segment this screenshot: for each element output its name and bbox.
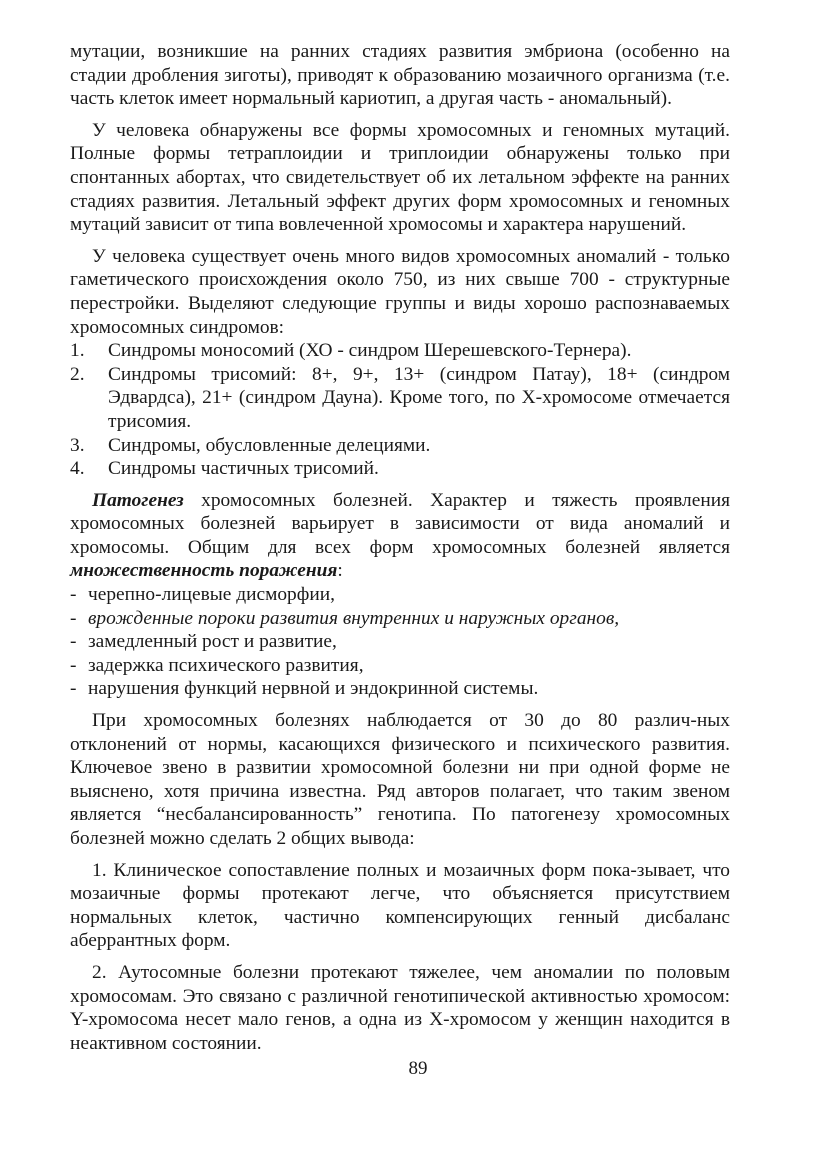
paragraph-continuation: мутации, возникшие на ранних стадиях развития эмбриона (особенно на стадии дробления зиготы), приводят к образованию мозаичного организма (т.е. часть клеток имеет нормальный кариотип, а другая часть - аномальный). [70, 41, 730, 110]
list-item: - задержка психического развития, [70, 654, 364, 676]
list-item: 4. Синдромы частичных трисомий. [70, 458, 379, 480]
list-item: - замедленный рост и развитие, [70, 631, 337, 653]
paragraph-pathogenesis: Патогенез хромосомных болезней. Характер и тяжесть проявления хромосомных болезней варьирует в зависимости от вида аномалий и хромосомы. Общим для всех форм хромосомных болезней является множественность поражения: [70, 489, 730, 582]
syndrome-list [70, 339, 730, 481]
paragraph-conclusion-1: 1. Клиническое сопоставление полных и мозаичных форм пока-зывает, что мозаичные формы протекают легче, что объясняется присутствием нормальных клеток, частично компенсирующих генный дисбаланс аберрантных форм. [70, 859, 730, 952]
term-multiplicity: множественность поражения [70, 560, 338, 582]
page-number: 89 [408, 1058, 428, 1079]
paragraph-deviations: При хромосомных болезнях наблюдается от 30 до 80 различ-ных отклонений от нормы, касающихся физического и психического развития. Ключевое звено в развитии хромосомной болезни ни при одной форме не выяснено, хотя причина известна. Ряд авторов полагает, что таким звеном является “несбалансированность” генотипа. По патогенезу хромосомных болезней можно сделать 2 общих вывода: [70, 710, 730, 849]
list-item: - черепно-лицевые дисморфии, [70, 584, 335, 606]
page-body [70, 40, 730, 1055]
paragraph-conclusion-2: 2. Аутосомные болезни протекают тяжелее, чем аномалии по половым хромосомам. Это связано с различной генотипической активностью хромосом: Y-хромосома несет мало генов, а одна из Х-хромосом у женщин находится в неактивном состоянии. [70, 961, 730, 1054]
paragraph-mutations: У человека обнаружены все формы хромосомных и геномных мутаций. Полные формы тетраплоидии и триплоидии обнаружены только при спонтанных абортах, что свидетельствует об их летальном эффекте на ранних стадиях развития. Летальный эффект других форм хромосомных и геномных мутаций зависит от типа вовлеченной хромосомы и характера нарушений. [70, 119, 730, 236]
symptom-list [70, 583, 730, 701]
list-item: 3. Синдромы, обусловленные делециями. [70, 434, 431, 456]
list-item: - врожденные пороки развития внутренних и наружных органов, [70, 607, 620, 629]
term-pathogenesis: Патогенез [92, 489, 184, 511]
list-item: 2. Синдромы трисомий: 8+, 9+, 13+ (синдром Патау), 18+ (синдром Эдвардса), 21+ (синдром Дауна). Кроме того, по Х-хромосоме отмечается трисомия. [70, 363, 730, 432]
list-item: 1. Синдромы моносомий (ХО - синдром Шерешевского-Тернера). [70, 340, 632, 362]
list-item: - нарушения функций нервной и эндокринной системы. [70, 678, 539, 700]
paragraph-anomalies: У человека существует очень много видов хромосомных аномалий - только гаметического происхождения около 750, из них свыше 700 - структурные перестройки. Выделяют следующие группы и виды хорошо распознаваемых хромосомных синдромов: [70, 245, 730, 338]
